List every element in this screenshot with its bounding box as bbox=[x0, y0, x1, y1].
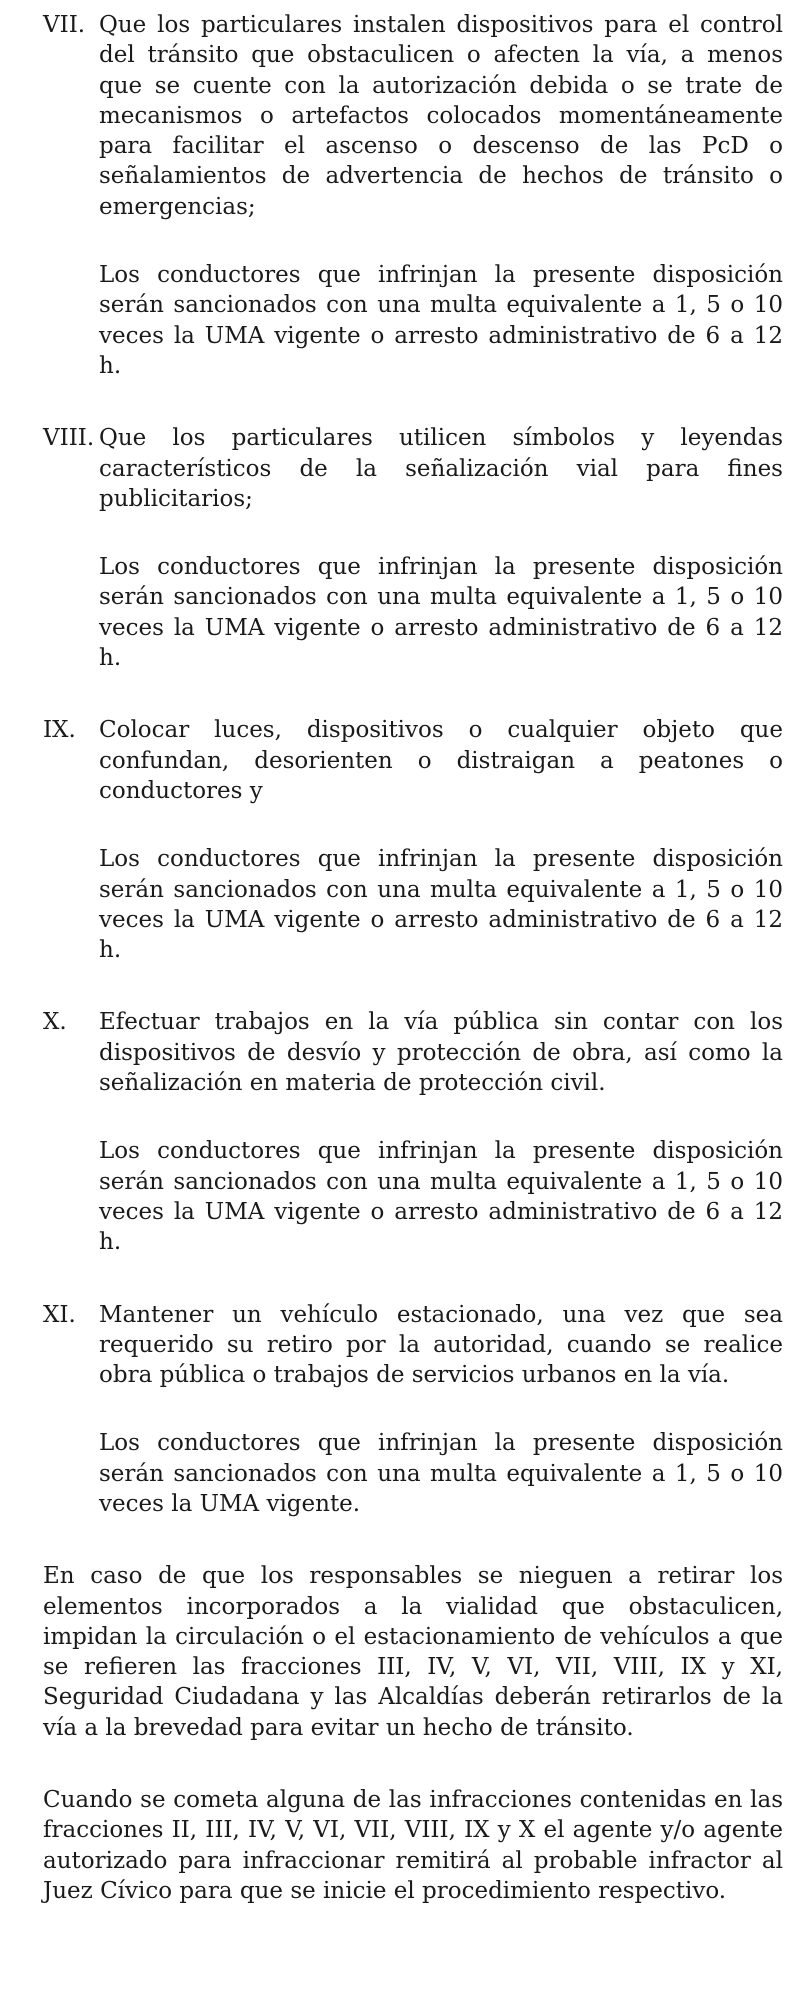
fraction-text: Mantener un vehículo estacionado, una vez que sea requerido su retiro por la autoridad, cuando se realice obra pública o trabajos de servicios urbanos en la vía. bbox=[99, 1301, 783, 1389]
closing-paragraph-removal: En caso de que los responsables se nieguen a retirar los elementos incorporados a la vialidad que obstaculicen, impidan la circulación o el estacionamiento de vehículos a que se refieren las fracciones III, IV, V, VI, VII, VIII, IX y XI, Seguridad Ciudadana y las Alcaldías deberán retirarlos de la vía a la brevedad para evitar un hecho de tránsito. bbox=[43, 1563, 783, 1741]
fraction-numeral: IX. bbox=[43, 717, 76, 744]
fraction-numeral: X. bbox=[43, 1009, 67, 1036]
sanction-text: Los conductores que infrinjan la presente disposición serán sancionados con una multa equivalente a 1, 5 o 10 veces la UMA vigente o arresto administrativo de 6 a 12 h. bbox=[99, 554, 783, 672]
fraction-numeral: XI. bbox=[43, 1301, 76, 1328]
fraction-body bbox=[99, 423, 783, 673]
fraction-body bbox=[99, 1300, 783, 1520]
fraction-body bbox=[99, 10, 783, 381]
fraction-viii bbox=[43, 423, 783, 673]
sanction-text: Los conductores que infrinjan la presente disposición serán sancionados con una multa equivalente a 1, 5 o 10 veces la UMA vigente o arresto administrativo de 6 a 12 h. bbox=[99, 1138, 783, 1256]
closing-paragraph-civic-judge: Cuando se cometa alguna de las infracciones contenidas en las fracciones II, III, IV, V, VI, VII, VIII, IX y X el agente y/o agente autorizado para infraccionar remitirá al probable infractor al Juez Cívico para que se inicie el procedimiento respectivo. bbox=[43, 1787, 783, 1904]
sanction-text: Los conductores que infrinjan la presente disposición serán sancionados con una multa equivalente a 1, 5 o 10 veces la UMA vigente o arresto administrativo de 6 a 12 h. bbox=[99, 846, 783, 964]
fraction-text: Que los particulares instalen dispositivos para el control del tránsito que obstaculicen o afecten la vía, a menos que se cuente con la autorización debida o se trate de mecanismos o artefactos colocados momentáneamente para facilitar el ascenso o descenso de las PcD o señalamientos de advertencia de hechos de tránsito o emergencias; bbox=[99, 12, 783, 220]
fraction-numeral: VII. bbox=[43, 12, 86, 38]
sanction-text: Los conductores que infrinjan la presente disposición serán sancionados con una multa equivalente a 1, 5 o 10 veces la UMA vigente o arresto administrativo de 6 a 12 h. bbox=[99, 262, 783, 379]
fraction-ix bbox=[43, 715, 783, 965]
fraction-xi bbox=[43, 1300, 783, 1520]
fraction-body bbox=[99, 715, 783, 965]
document-page bbox=[43, 10, 783, 1906]
fraction-body bbox=[99, 1007, 783, 1257]
fraction-x bbox=[43, 1007, 783, 1257]
fraction-numeral: VIII. bbox=[43, 425, 95, 452]
fraction-text: Efectuar trabajos en la vía pública sin contar con los dispositivos de desvío y protección de obra, así como la señalización en materia de protección civil. bbox=[99, 1009, 783, 1097]
fraction-vii bbox=[43, 10, 783, 381]
fraction-text: Colocar luces, dispositivos o cualquier objeto que confundan, desorienten o distraigan a peatones o conductores y bbox=[99, 717, 783, 804]
fraction-text: Que los particulares utilicen símbolos y leyendas característicos de la señalización vial para fines publicitarios; bbox=[99, 425, 783, 512]
sanction-text: Los conductores que infrinjan la presente disposición serán sancionados con una multa equivalente a 1, 5 o 10 veces la UMA vigente. bbox=[99, 1430, 783, 1517]
